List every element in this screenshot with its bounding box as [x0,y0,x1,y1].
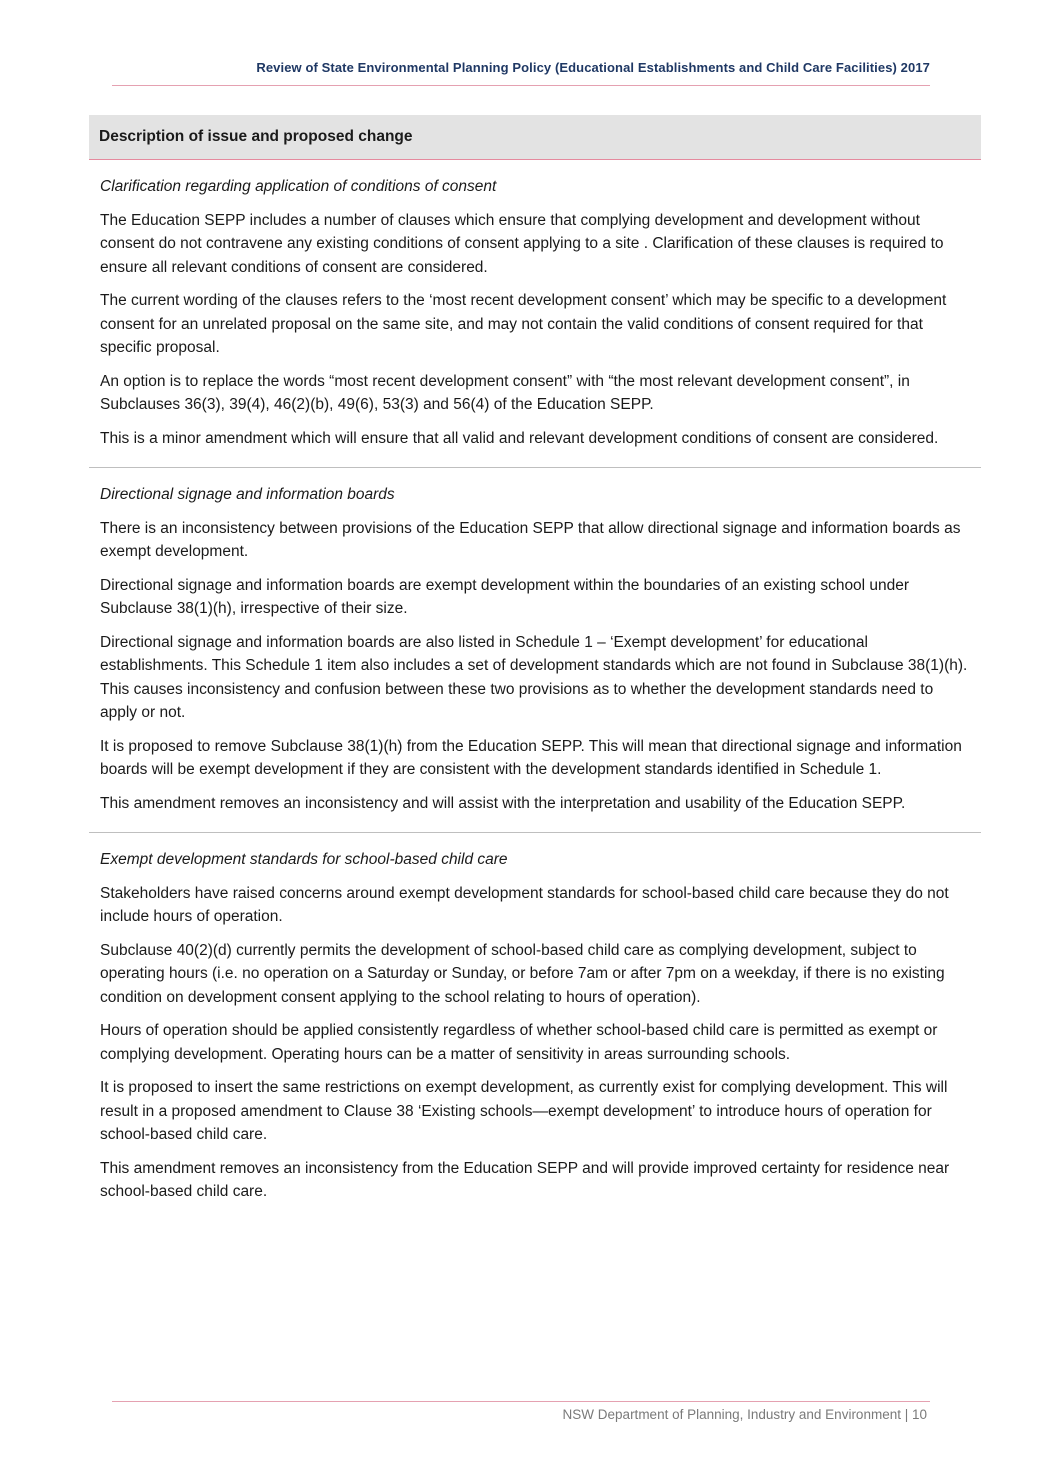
paragraph: There is an inconsistency between provisions of the Education SEPP that allow directional signage and information boards as exempt development. [100,519,961,560]
paragraph: This amendment removes an inconsistency from the Education SEPP and will provide improved certainty for residence near school-based child care. [100,1159,950,1200]
footer-text: NSW Department of Planning, Industry and Environment | 10 [562,1407,927,1422]
paragraph: Hours of operation should be applied consistently regardless of whether school-based child care is permitted as exempt or complying development. Operating hours can be a matter of sensitivity in areas surrounding schools. [100,1022,938,1063]
paragraph: This amendment removes an inconsistency and will assist with the interpretation and usability of the Education SEPP. [100,794,906,812]
paragraph: Subclause 40(2)(d) currently permits the development of school-based child care as complying development, subject to operating hours (i.e. no operation on a Saturday or Sunday, or before 7am or after 7pm on a weekday, if there is no existing condition on development consent applying to the school relating to hours of operation). [100,941,945,1006]
section-title: Exempt development standards for school-based child care [100,851,508,868]
document-header-title: Review of State Environmental Planning Policy (Educational Establishments and Child Care Facilities) 2017 [256,60,930,75]
paragraph: The Education SEPP includes a number of clauses which ensure that complying development and development without consent do not contravene any existing conditions of consent applying to a site . Clarification of these clauses is required to ensure all relevant conditions of consent are considered. [100,211,944,276]
paragraph: Stakeholders have raised concerns around exempt development standards for school-based child care because they do not include hours of operation. [100,884,949,925]
paragraph: The current wording of the clauses refers to the ‘most recent development consent’ which may be specific to a development consent for an unrelated proposal on the same site, and may not contain the valid conditions of consent required for that specific proposal. [100,292,947,356]
table-heading: Description of issue and proposed change [89,115,981,160]
section-directional-signage [89,468,981,833]
paragraph: Directional signage and information boards are also listed in Schedule 1 – ‘Exempt development’ for educational establishments. This Schedule 1 item also includes a set of development standards which are not found in Subclause 38(1)(h). This causes inconsistency and confusion between these two provisions as to whether the development standards need to apply or not. [100,633,968,721]
header-divider [112,85,930,86]
section-school-based-child-care [89,833,981,1204]
footer-divider [112,1401,930,1402]
section-conditions-of-consent [89,160,981,468]
paragraph: Directional signage and information boards are exempt development within the boundaries of an existing school under Subclause 38(1)(h), irrespective of their size. [100,576,910,617]
paragraph: An option is to replace the words “most recent development consent” with “the most relevant development consent”, in Subclauses 36(3), 39(4), 46(2)(b), 49(6), 53(3) and 56(4) of the Education SEPP. [100,372,910,413]
section-title: Clarification regarding application of conditions of consent [100,178,497,195]
paragraph: It is proposed to insert the same restrictions on exempt development, as currently exist for complying development. This will result in a proposed amendment to Clause 38 ‘Existing schools—exempt development’ to introduce hours of operation for school-based child care. [100,1079,948,1143]
paragraph: It is proposed to remove Subclause 38(1)(h) from the Education SEPP. This will mean that directional signage and information boards will be exempt development if they are consistent with the development standards identified in Schedule 1. [100,737,962,778]
paragraph: This is a minor amendment which will ensure that all valid and relevant development conditions of consent are considered. [100,429,939,447]
section-title: Directional signage and information boards [100,486,395,503]
issue-table [89,115,981,1214]
